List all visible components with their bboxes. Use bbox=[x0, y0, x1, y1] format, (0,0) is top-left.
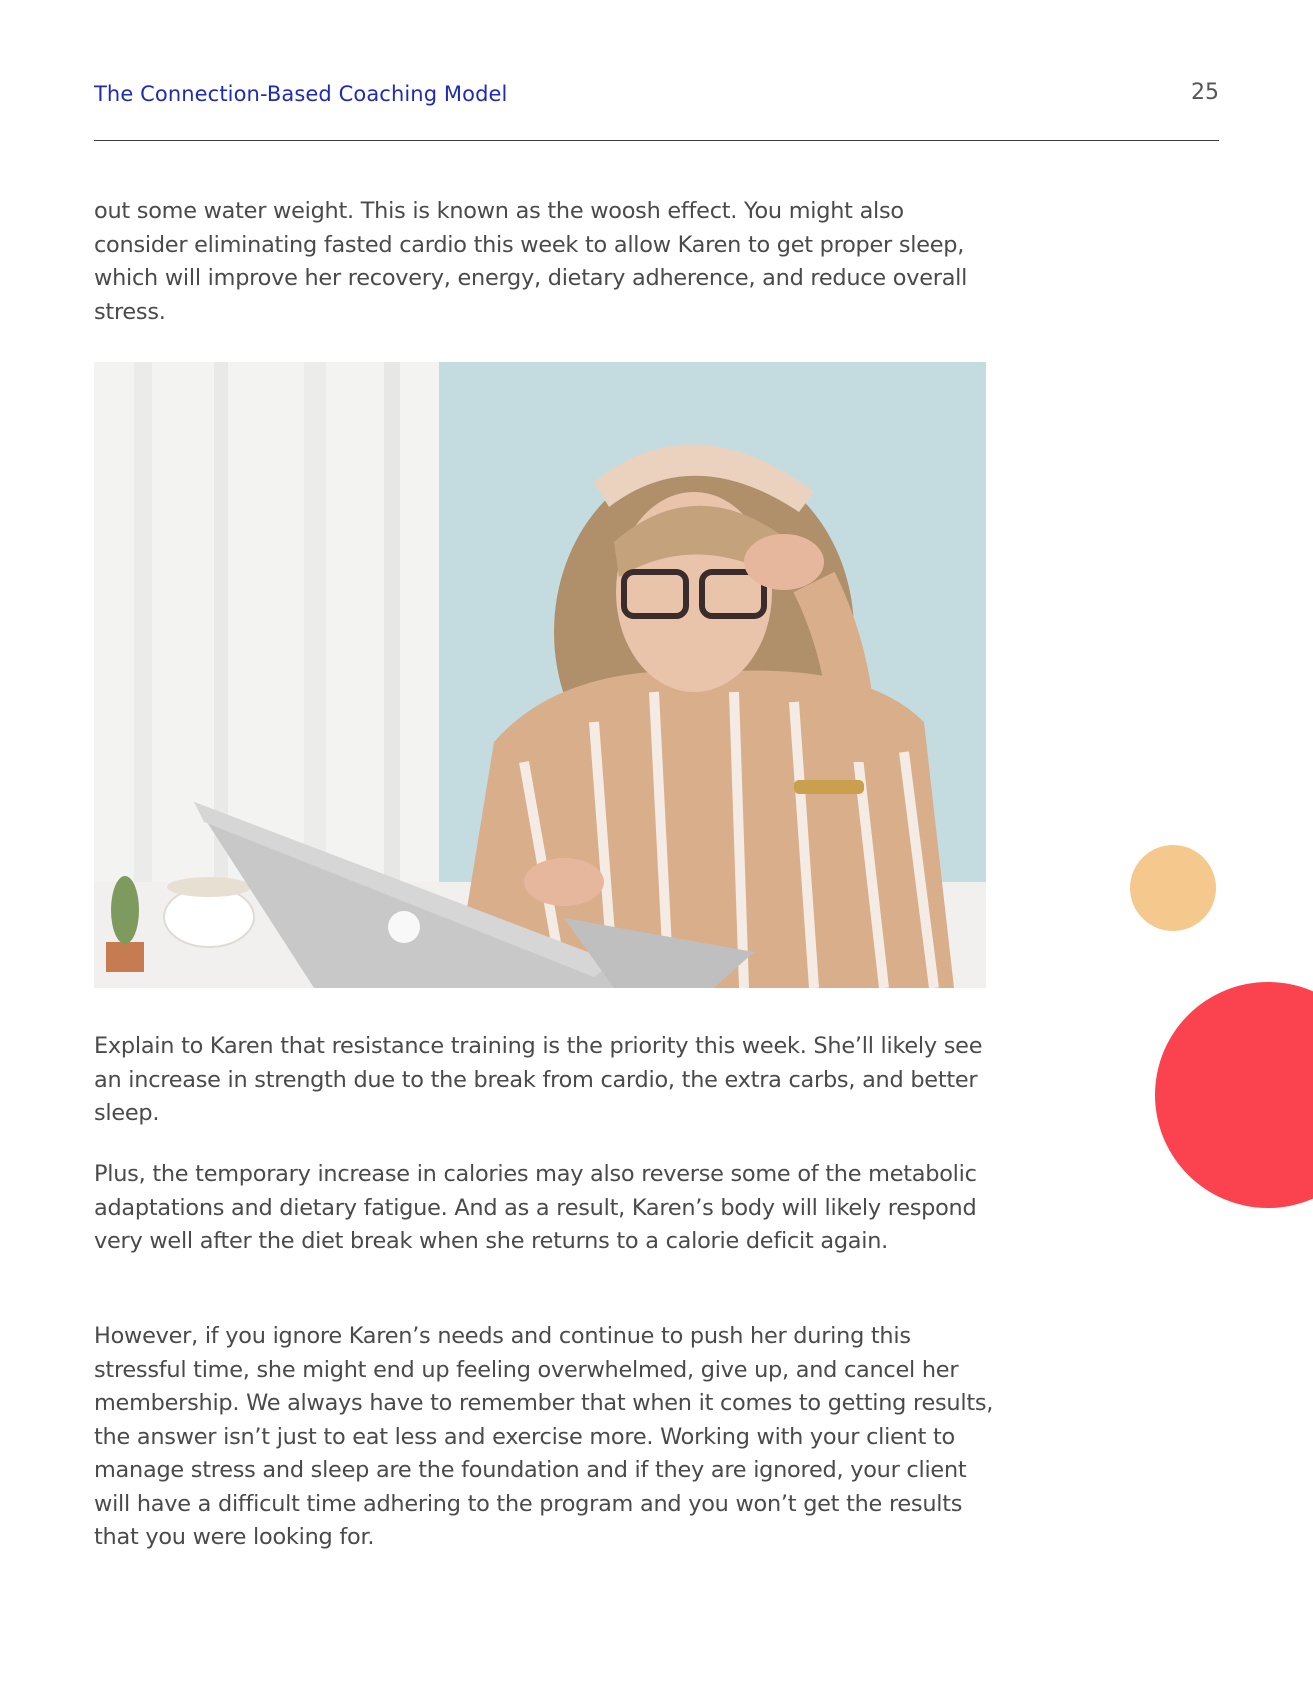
body-paragraph: However, if you ignore Karen’s needs and continue to push her during this stressful time, she might end up feeling overwhelmed, give up, and cancel her membership. We always have to remember that when it comes to getting results, the answer isn’t just to eat less and exercise more. Working with your client to manage stress and sleep are the foundation and if they are ignored, your client will have a difficult time adhering to the program and you won’t get the results that you were looking for. bbox=[94, 1323, 994, 1550]
page-number: 25 bbox=[1191, 80, 1219, 105]
body-paragraph: out some water weight. This is known as the woosh effect. You might also consider eliminating fasted cardio this week to allow Karen to get proper sleep, which will improve her recovery, energy, dietary adherence, and reduce overall stress. bbox=[94, 198, 968, 325]
body-paragraph: Plus, the temporary increase in calories may also reverse some of the metabolic adaptations and dietary fatigue. And as a result, Karen’s body will likely respond very well after the diet break when she returns to a calorie deficit again. bbox=[94, 1161, 977, 1254]
decorative-circle-orange bbox=[1130, 845, 1216, 931]
body-paragraph: Explain to Karen that resistance training is the priority this week. She’ll likely see an increase in strength due to the break from cardio, the extra carbs, and better sleep. bbox=[94, 1033, 983, 1126]
photo-woman-at-laptop bbox=[94, 362, 986, 988]
running-head: The Connection-Based Coaching Model bbox=[94, 82, 508, 106]
header-rule bbox=[94, 140, 1219, 141]
decorative-circle-red bbox=[1155, 982, 1313, 1208]
